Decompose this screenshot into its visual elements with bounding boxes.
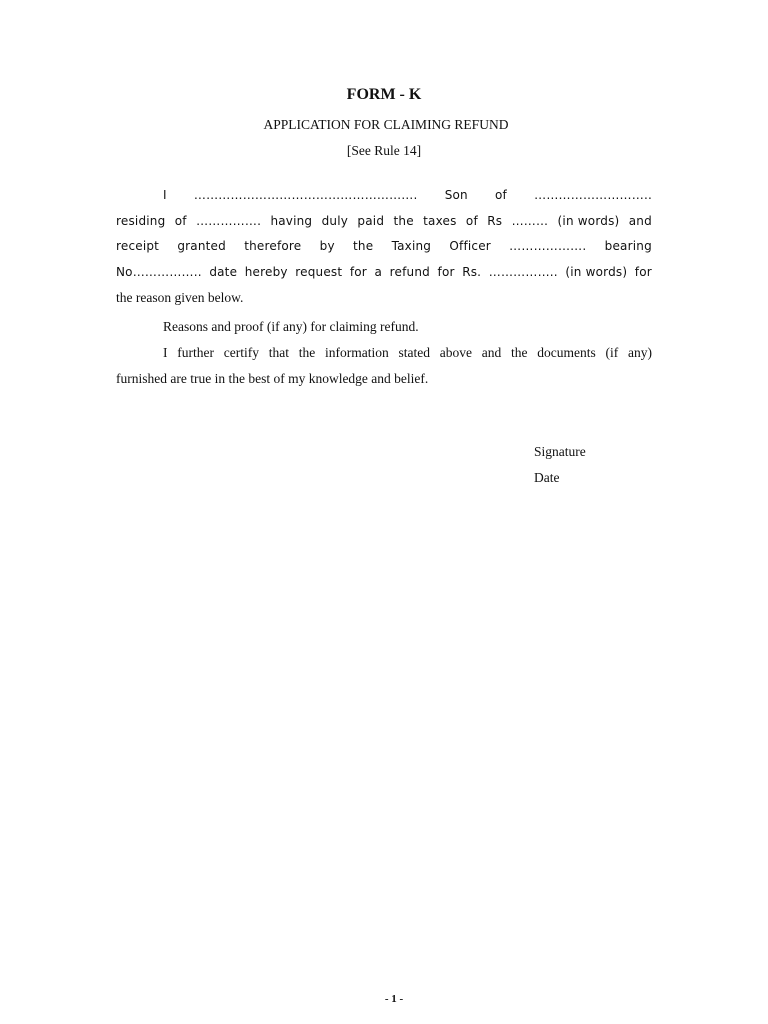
form-subtitle: APPLICATION FOR CLAIMING REFUND — [263, 117, 509, 132]
residence-blank: ……………. — [196, 213, 262, 228]
date-label: Date — [534, 470, 560, 485]
certify-line-2: furnished are true in the best of my knowledge and belief. — [116, 370, 429, 386]
word: the — [298, 345, 316, 360]
word: above — [439, 345, 472, 360]
application-body — [116, 188, 652, 316]
amount-blank: ……… — [511, 213, 549, 228]
word: request — [295, 264, 343, 279]
reasons-text: Reasons and proof (if any) for claiming refund. — [163, 319, 419, 334]
word: I — [163, 188, 167, 202]
word: paid — [357, 213, 385, 228]
officer-blank: ………………. — [509, 239, 587, 253]
word: having — [270, 213, 313, 228]
word: Son — [444, 188, 468, 202]
word: Officer — [449, 239, 491, 253]
word: for — [634, 264, 652, 279]
name-blank: ………………………………………………. — [193, 188, 418, 202]
body-line-3 — [116, 239, 652, 265]
body-line-2 — [116, 214, 652, 240]
word: taxes — [423, 213, 457, 228]
word: therefore — [244, 239, 302, 253]
word: of — [495, 188, 507, 202]
word: the — [353, 239, 374, 253]
refund-amount-blank: …………….. — [488, 264, 558, 279]
word: stated — [398, 345, 430, 360]
word: receipt — [116, 239, 160, 253]
word: and — [628, 213, 652, 228]
receipt-number-blank: No…………….. — [116, 264, 202, 279]
word: that — [268, 345, 289, 360]
word: for — [349, 264, 367, 279]
word: (in words) — [565, 264, 628, 279]
father-name-blank: ……………………….. — [534, 188, 652, 202]
word: by — [319, 239, 335, 253]
word: residing — [116, 213, 166, 228]
word: the — [510, 345, 528, 360]
word: certify — [223, 345, 259, 360]
certification-paragraph — [116, 340, 652, 391]
rule-reference: [See Rule 14] — [346, 143, 422, 158]
word: granted — [177, 239, 226, 253]
body-line-1 — [116, 188, 652, 214]
word: date — [209, 264, 238, 279]
word: refund — [389, 264, 430, 279]
word: information — [324, 345, 389, 360]
word: for — [437, 264, 455, 279]
reasons-paragraph — [116, 314, 652, 340]
form-title: FORM - K — [346, 86, 422, 103]
word: Rs — [487, 213, 503, 228]
word: documents — [537, 345, 596, 360]
word: the — [393, 213, 414, 228]
word: (if — [605, 345, 619, 360]
word: of — [465, 213, 478, 228]
signature-label: Signature — [534, 444, 586, 459]
word: and — [481, 345, 502, 360]
body-line-5-text: the reason given below. — [116, 290, 244, 305]
word: I — [163, 345, 168, 360]
certify-line-1 — [116, 340, 652, 366]
body-line-4 — [116, 265, 652, 291]
word: (in words) — [557, 213, 620, 228]
word: Rs. — [462, 264, 482, 279]
body-line-5 — [116, 290, 652, 316]
word: duly — [321, 213, 349, 228]
word: bearing — [604, 239, 652, 253]
word: any) — [627, 345, 652, 360]
word: hereby — [244, 264, 288, 279]
word: of — [174, 213, 187, 228]
page-number: - 1 - — [384, 993, 404, 1005]
word: a — [374, 264, 383, 279]
word: Taxing — [391, 239, 432, 253]
word: further — [177, 345, 214, 360]
